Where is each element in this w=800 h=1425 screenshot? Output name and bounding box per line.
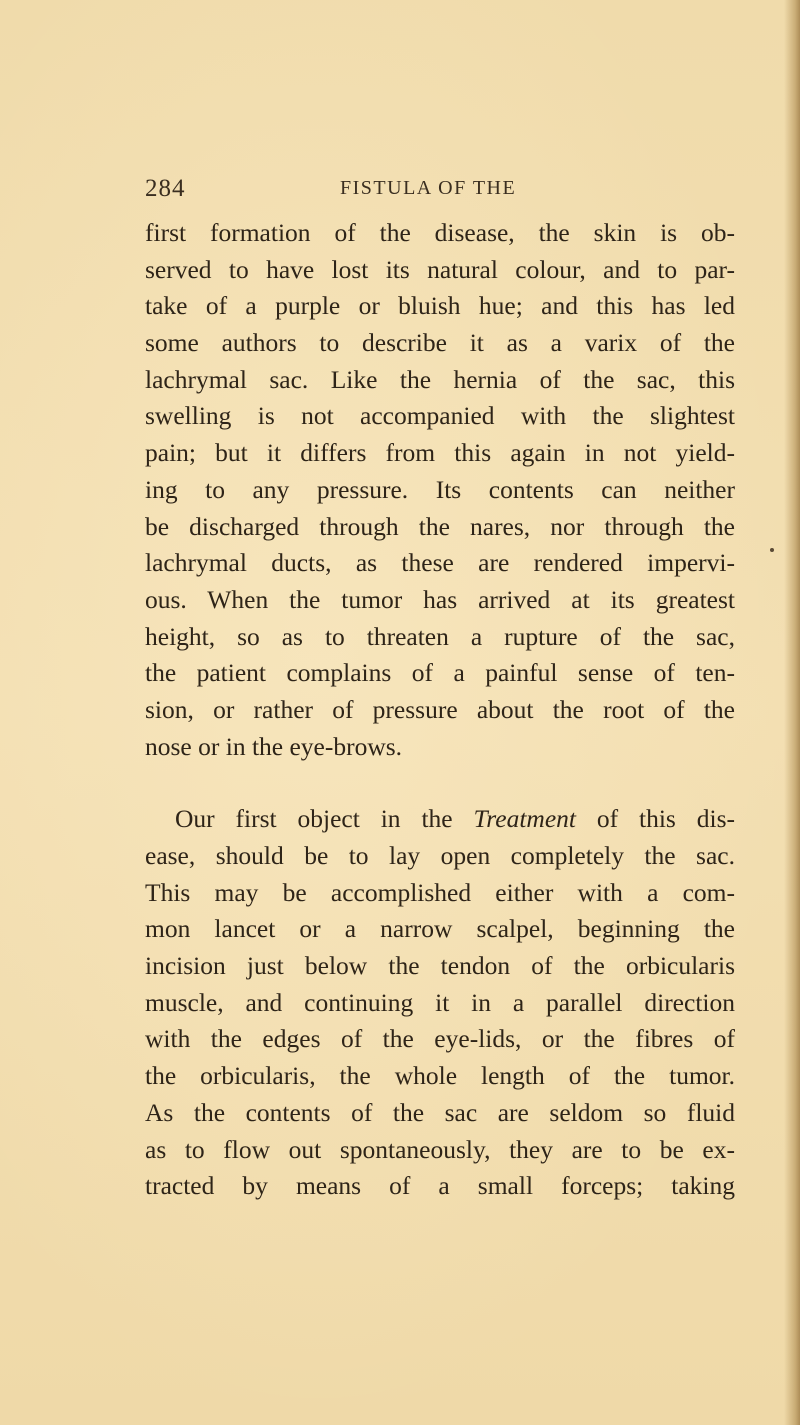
page-header: [145, 175, 745, 209]
text-line: muscle, and continuing it in a parallel direction: [145, 987, 735, 1017]
text-line: ing to any pressure. Its contents can neither: [145, 474, 735, 504]
text-line: mon lancet or a narrow scalpel, beginning the: [145, 914, 735, 944]
text-line: served to have lost its natural colour, and to par-: [145, 254, 735, 284]
text-line: the orbicularis, the whole length of the tumor.: [145, 1061, 735, 1091]
paragraph-gap: [145, 765, 735, 801]
text-line: [145, 801, 735, 838]
page-number: 284: [145, 175, 186, 202]
text-line: lachrymal sac. Like the hernia of the sac, this: [145, 364, 735, 394]
body-text: [145, 215, 735, 1205]
text-segment: of this dis-: [575, 804, 735, 834]
text-line: swelling is not accompanied with the slightest: [145, 401, 735, 431]
text-line: take of a purple or bluish hue; and this has led: [145, 291, 735, 321]
text-line: be discharged through the nares, nor through the: [145, 511, 735, 541]
text-line: with the edges of the eye-lids, or the fibres of: [145, 1024, 735, 1054]
paragraph: [145, 215, 735, 765]
running-title: FISTULA OF THE: [340, 177, 517, 199]
text-line: height, so as to threaten a rupture of the sac,: [145, 621, 735, 651]
text-segment: Our first object in the: [175, 804, 474, 834]
text-line: pain; but it differs from this again in not yield-: [145, 438, 735, 468]
text-line: the patient complains of a painful sense of ten-: [145, 658, 735, 688]
text-line: lachrymal ducts, as these are rendered impervi-: [145, 548, 735, 578]
text-line: As the contents of the sac are seldom so fluid: [145, 1097, 735, 1127]
text-line: sion, or rather of pressure about the root of the: [145, 694, 735, 724]
text-line: incision just below the tendon of the orbicularis: [145, 951, 735, 981]
text-line: This may be accomplished either with a com-: [145, 877, 735, 907]
italic-term: Treatment: [473, 804, 576, 834]
text-line: first formation of the disease, the skin is ob-: [145, 218, 735, 247]
text-line: ease, should be to lay open completely the sac.: [145, 841, 735, 870]
page-edge-shadow: [784, 0, 800, 1425]
ink-spot: [770, 548, 774, 552]
text-line: some authors to describe it as a varix of the: [145, 328, 735, 358]
text-line: as to flow out spontaneously, they are to be ex-: [145, 1134, 735, 1164]
text-line: nose or in the eye-brows.: [145, 731, 403, 761]
paragraph: [145, 801, 735, 1205]
text-line: ous. When the tumor has arrived at its greatest: [145, 584, 735, 614]
text-line: tracted by means of a small forceps; taking: [145, 1171, 735, 1201]
